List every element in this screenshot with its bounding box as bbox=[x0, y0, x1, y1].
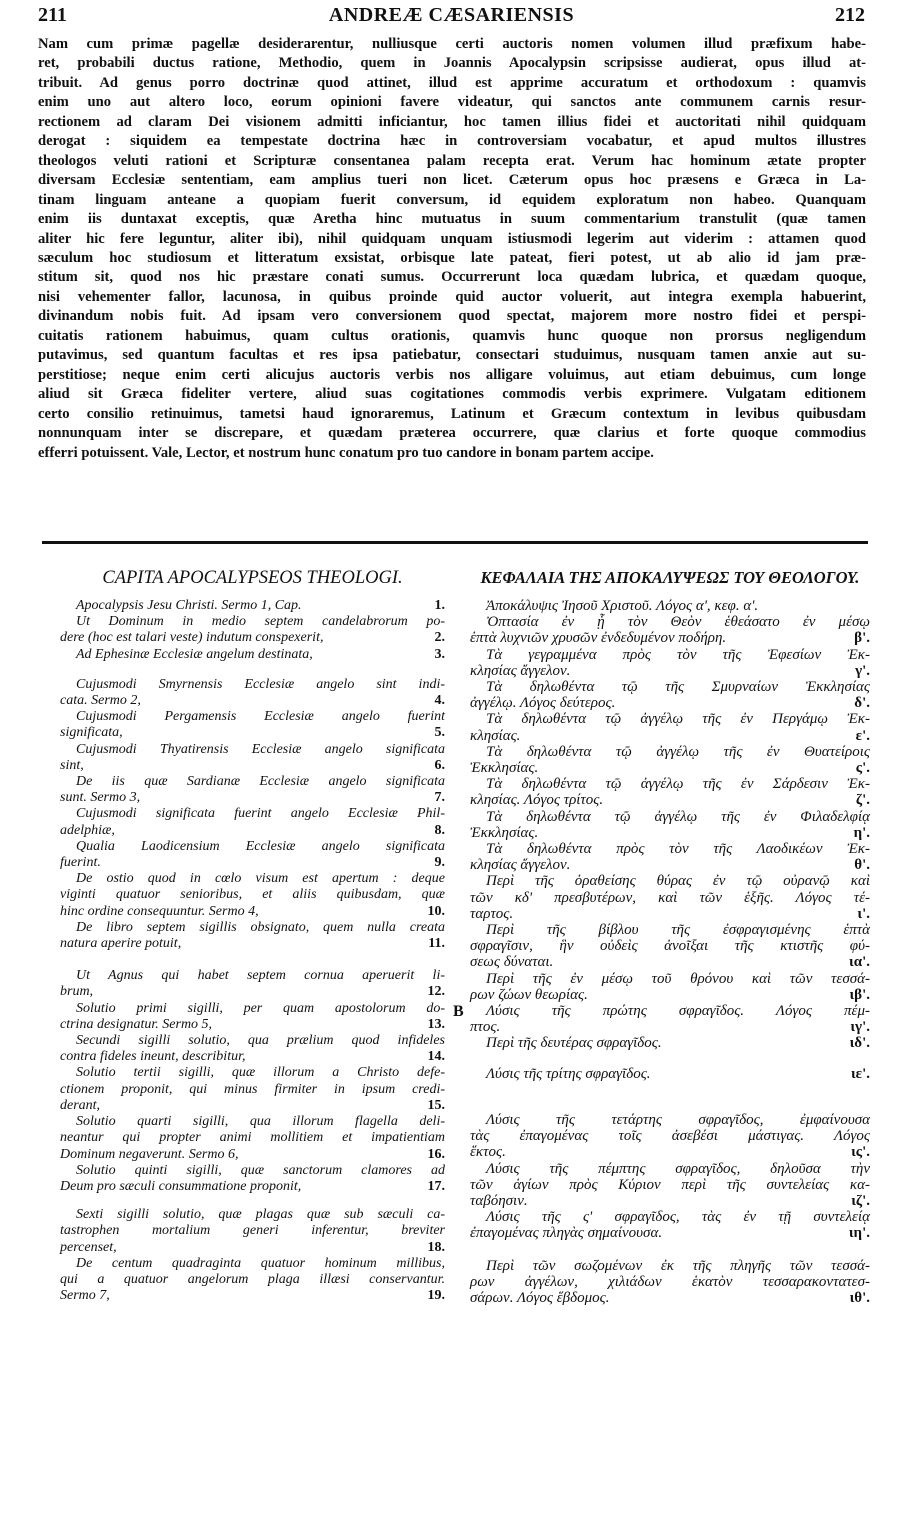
chapter-entry-line: Sexti sigilli solutio, quæ plagas quæ sub sæculi ca- bbox=[76, 1207, 445, 1223]
chapter-entry bbox=[60, 614, 445, 646]
chapter-entry bbox=[470, 711, 870, 743]
chapter-number: 19. bbox=[427, 1288, 445, 1304]
chapter-entry bbox=[470, 776, 870, 808]
chapter-entry-line: significata, 5. bbox=[60, 725, 445, 741]
chapter-number: γ'. bbox=[855, 662, 870, 679]
chapter-number: θ'. bbox=[854, 857, 870, 874]
chapter-entry-line: ἕκτος. ις'. bbox=[470, 1144, 870, 1161]
preface-line: enim iis duntaxat exceptis, quæ Aretha hinc mutuatus in suum commentarium transtulit (quæ tamen bbox=[38, 211, 866, 228]
chapter-entry-line: Τὰ δηλωθέντα πρὸς τὸν τῆς Λαοδικέων Ἐκ- bbox=[486, 841, 870, 858]
chapter-entry-line: Secundi sigilli solutio, qua prælium quod infideles bbox=[76, 1033, 445, 1049]
chapter-entry-line: Cujusmodi Thyatirensis Ecclesiæ angelo significata bbox=[76, 741, 445, 757]
chapter-entry-line: πτος. ιγ'. bbox=[470, 1019, 870, 1036]
chapter-number: ις'. bbox=[851, 1144, 870, 1161]
chapter-entry-line: adelphiæ, 8. bbox=[60, 822, 445, 838]
chapter-number: ε'. bbox=[855, 727, 870, 744]
chapter-entry bbox=[60, 1001, 445, 1033]
chapter-entry-line: sint, 6. bbox=[60, 757, 445, 773]
greek-entries bbox=[470, 598, 870, 1306]
preface-line: theologos veluti rationi et Scripturæ consentanea palam recepta erat. Verum hac hominum ætate propter bbox=[38, 152, 866, 169]
chapter-entry-line: natura aperire potuit, 11. bbox=[60, 936, 445, 952]
preface-line: aliud sit Græca fideliter vertere, aliud suas cogitationes commodis verbis exprimere. Vulgatam editionem bbox=[38, 386, 866, 403]
chapter-entry-line: viginti quatuor senioribus, et aliis quibusdam, quæ bbox=[60, 887, 445, 903]
chapter-entry-line: ταβόησιν. ιζ'. bbox=[470, 1192, 870, 1209]
chapter-number: 12. bbox=[427, 984, 445, 1000]
chapter-number: 16. bbox=[427, 1146, 445, 1162]
chapter-entry-line: Deum pro sæculi consummatione proponit, 17. bbox=[60, 1178, 445, 1194]
chapter-entry bbox=[470, 1161, 870, 1210]
chapter-entry bbox=[60, 1114, 445, 1163]
chapter-entry-line: Λύσις τῆς πρώτης σφραγῖδος. Λόγος πέμ- bbox=[486, 1003, 870, 1020]
chapter-entry-line: Περὶ τῆς ἐν μέσῳ τοῦ θρόνου καὶ τῶν τεσσά- bbox=[486, 970, 870, 987]
chapter-number: 7. bbox=[434, 790, 445, 806]
chapter-entry-line: κλησίας. ε'. bbox=[470, 727, 870, 744]
chapter-entry bbox=[470, 1112, 870, 1161]
chapter-entry-line: percenset, 18. bbox=[60, 1239, 445, 1255]
chapter-entry-line: hinc ordine consequuntur. Sermo 4, 10. bbox=[60, 903, 445, 919]
chapter-entry-line: cata. Sermo 2, 4. bbox=[60, 693, 445, 709]
chapter-number: ιβ'. bbox=[849, 986, 870, 1003]
chapter-entry bbox=[60, 1033, 445, 1065]
chapter-number: 10. bbox=[427, 903, 445, 919]
chapter-entry bbox=[470, 598, 870, 614]
chapter-entry-line: Cujusmodi Smyrnensis Ecclesiæ angelo sint indi- bbox=[76, 676, 445, 692]
chapter-entry bbox=[470, 1003, 870, 1035]
chapter-entry-line: De centum quadraginta quatuor hominum millibus, bbox=[76, 1255, 445, 1271]
preface-line: tribuit. Ad genus porro doctrinæ quod attinet, illud est apprime accuratum et orthodoxum : quamvis bbox=[38, 74, 866, 91]
chapter-number: 15. bbox=[427, 1097, 445, 1113]
chapter-entry bbox=[60, 968, 445, 1000]
chapter-number: 8. bbox=[434, 822, 445, 838]
chapter-entry-line: ἑπτὰ λυχνιῶν χρυσῶν ἐνδεδυμένον ποδήρη. β'. bbox=[470, 630, 870, 647]
preface-line: derogat : siquidem ea tempestate doctrina hæc in controversiam vocabatur, et apud multos illustres bbox=[38, 133, 866, 150]
chapter-entry-line: Qualia Laodicensium Ecclesiæ angelo significata bbox=[76, 838, 445, 854]
chapter-number: δ'. bbox=[854, 695, 870, 712]
chapter-number: 14. bbox=[427, 1049, 445, 1065]
chapter-entry-line: Ut Dominum in medio septem candelabrorum po- bbox=[76, 614, 445, 630]
chapter-number: ιζ'. bbox=[851, 1192, 870, 1209]
chapter-number: 11. bbox=[428, 936, 445, 952]
page-number-left: 211 bbox=[38, 4, 67, 26]
chapter-entry bbox=[470, 1035, 870, 1051]
chapter-entry-line: Ut Agnus qui habet septem cornua aperuerit li- bbox=[76, 968, 445, 984]
chapter-entry-line: ρων ζώων θεωρίας. ιβ'. bbox=[470, 986, 870, 1003]
chapter-number: 3. bbox=[434, 646, 445, 662]
chapter-entry-line: derant, 15. bbox=[60, 1097, 445, 1113]
section-divider bbox=[42, 541, 868, 544]
chapter-entry-line: τὰς ἐπαγομένας τοῖς ἀσεβέσι μάστιγας. Λόγος bbox=[470, 1128, 870, 1145]
chapter-entry-line: ἀγγέλῳ. Λόγος δεύτερος. δ'. bbox=[470, 695, 870, 712]
chapter-number: β'. bbox=[854, 630, 870, 647]
preface-line: aliter hic fere leguntur, aliter ibi), nihil quidquam unquam istiusmodi legerim aut viderim : attamen quod bbox=[38, 230, 866, 247]
chapter-entry bbox=[60, 1065, 445, 1114]
chapter-entry-line: Ἀποκάλυψις Ἰησοῦ Χριστοῦ. Λόγος α', κεφ. α'. bbox=[486, 598, 759, 614]
chapter-entry-line: neantur qui propter animi mollitiem et impatientiam bbox=[60, 1130, 445, 1146]
chapter-entry-line: Solutio primi sigilli, per quam apostolorum do- bbox=[76, 1000, 445, 1016]
preface-line: nisi vehementer fallor, lacunosa, in quibus proinde quid auctor voluerit, aut integra exempla habuerint, bbox=[38, 288, 866, 305]
chapter-entry-line: κλησίας. Λόγος τρίτος. ζ'. bbox=[470, 792, 870, 809]
chapter-number: 18. bbox=[427, 1239, 445, 1255]
chapter-entry bbox=[60, 598, 445, 614]
preface-line: putavimus, sed quantum facultas et res ipsa patiebatur, consectari studuimus, nusquam tamen anxie aut su- bbox=[38, 347, 866, 364]
page-number-right: 212 bbox=[835, 4, 865, 26]
preface-line: certo consilio retinuimus, tametsi haud ignoraremus, Latinum et Græcum contextum in levibus quibusdam bbox=[38, 405, 866, 422]
chapter-number: ιγ'. bbox=[850, 1019, 870, 1036]
chapter-entry-line: De ostio quod in cœlo visum est apertum : deque bbox=[76, 871, 445, 887]
chapter-entry bbox=[470, 873, 870, 922]
chapter-entry bbox=[470, 1209, 870, 1241]
chapter-entry bbox=[60, 920, 445, 952]
chapter-entry-line: σεως δύναται. ια'. bbox=[470, 954, 870, 971]
chapter-entry-line: Dominum negaverunt. Sermo 6, 16. bbox=[60, 1146, 445, 1162]
chapter-entry-line: σφραγῖσιν, ἣν οὐδεὶς ἀνοῖξαι τῆς κτιστῆς φύ- bbox=[470, 938, 870, 955]
preface-line: rectionem ad claram Dei visionem admitti inficiantur, hoc tamen illius fidei et auctoritati nihil quidquam bbox=[38, 113, 866, 130]
marginal-letter: B bbox=[453, 1003, 464, 1020]
preface-text bbox=[38, 35, 866, 463]
chapter-entry-line: contra fideles ineunt, describitur, 14. bbox=[60, 1049, 445, 1065]
running-title: ANDREÆ CÆSARIENSIS bbox=[328, 4, 575, 26]
chapter-entry-line: brum, 12. bbox=[60, 984, 445, 1000]
chapter-number: 9. bbox=[434, 855, 445, 871]
chapter-entry-line: ρων ἀγγέλων, χιλιάδων ἑκατὸν τεσσαρακοντατεσ- bbox=[470, 1273, 870, 1290]
chapter-entry bbox=[60, 1256, 445, 1305]
chapter-number: ζ'. bbox=[855, 792, 870, 809]
chapter-number: ια'. bbox=[849, 954, 870, 971]
preface-line: divinandum nobis fuit. Ad ipsam vero conversionem quod spectat, majorem more nostro fidei et perspi- bbox=[38, 308, 866, 325]
chapter-number: 4. bbox=[434, 693, 445, 709]
chapter-entry bbox=[470, 841, 870, 873]
chapter-entry bbox=[60, 742, 445, 774]
chapter-entry-line: Solutio quarti sigilli, qua illorum flagella deli- bbox=[76, 1114, 445, 1130]
preface-line: tinam linguam anteane a quopiam fuerit conversum, id equidem exploratum non habeo. Quanquam bbox=[38, 191, 866, 208]
chapter-entry-line: τῶν κδ' πρεσβυτέρων, καὶ τῶν ἑξῆς. Λόγος τέ- bbox=[470, 889, 870, 906]
preface-line: efferri potuissent. Vale, Lector, et nostrum hunc conatum pro tuo candore in bonam partem accipe. bbox=[38, 444, 654, 461]
chapter-entry bbox=[470, 647, 870, 679]
chapter-entry-line: τῶν ἁγίων πρὸς Κύριον περὶ τῆς συντελείας κα- bbox=[470, 1176, 870, 1193]
chapter-entry bbox=[470, 1066, 870, 1082]
chapter-number: η'. bbox=[853, 824, 870, 841]
chapter-number: ι'. bbox=[857, 905, 870, 922]
chapter-entry bbox=[470, 809, 870, 841]
chapter-entry-line: qui a quatuor angelorum plaga illæsi conservantur. bbox=[60, 1271, 445, 1287]
chapter-entry-line: Λύσις τῆς τετάρτης σφραγῖδος, ἐμφαίνουσα bbox=[486, 1111, 870, 1128]
chapter-entry-line: Cujusmodi significata fuerint angelo Ecclesiæ Phil- bbox=[76, 806, 445, 822]
chapter-entry-line: sunt. Sermo 3, 7. bbox=[60, 790, 445, 806]
chapter-entry-line: Solutio tertii sigilli, quæ illorum a Christo defe- bbox=[76, 1065, 445, 1081]
chapter-number: ιε'. bbox=[851, 1065, 870, 1082]
chapter-entry bbox=[60, 839, 445, 871]
preface-line: Nam cum primæ pagellæ desiderarentur, nulliusque certi auctoris nomen volumen illud præfixum habe- bbox=[38, 36, 866, 52]
chapter-entry-line: Solutio quinti sigilli, quæ sanctorum clamores ad bbox=[76, 1162, 445, 1178]
preface-line: perstitiose; neque enim certi alicujus auctoris verbis nos alligare voluimus, aut etiam debuimus, cum longe bbox=[38, 366, 866, 383]
chapter-entry-line: dere (hoc est talari veste) indutum conspexerit, 2. bbox=[60, 630, 445, 646]
chapter-entry bbox=[470, 679, 870, 711]
preface-line: diversam Ecclesiæ sententiam, eam amplius tueri non licet. Cæterum opus hoc præsens e Græca in La- bbox=[38, 172, 866, 189]
chapter-number: ς'. bbox=[855, 760, 870, 777]
chapter-entry-line: Τὰ γεγραμμένα πρὸς τὸν τῆς Ἐφεσίων Ἐκ- bbox=[486, 646, 870, 663]
chapter-entry-line: ἐπαγομένας πληγὰς σημαίνουσα. ιη'. bbox=[470, 1225, 870, 1242]
chapter-number: 5. bbox=[434, 725, 445, 741]
chapter-entry-line: Τὰ δηλωθέντα τῷ ἀγγέλῳ τῆς ἐν Θυατείροις bbox=[486, 743, 870, 760]
chapter-number: 2. bbox=[434, 630, 445, 646]
chapter-entry bbox=[470, 1258, 870, 1307]
chapter-entry-line: Ἐκκλησίας. ς'. bbox=[470, 760, 870, 777]
chapter-entry-line: Τὰ δηλωθέντα τῷ ἀγγέλῳ τῆς ἐν Περγάμῳ Ἐκ- bbox=[486, 711, 870, 728]
chapter-number: 6. bbox=[434, 757, 445, 773]
latin-entries bbox=[60, 598, 445, 1304]
chapter-entry bbox=[60, 1163, 445, 1195]
chapter-entry-line: Περὶ τῶν σωζομένων ἐκ τῆς πληγῆς τῶν τεσσά- bbox=[486, 1257, 870, 1274]
chapter-number: 13. bbox=[427, 1016, 445, 1032]
chapter-entry-line: ctrina designatur. Sermo 5, 13. bbox=[60, 1016, 445, 1032]
greek-column-title: ΚΕΦΑΛΑΙΑ ΤΗΣ ΑΠΟΚΑΛΥΨΕΩΣ ΤΟΥ ΘΕΟΛΟΓΟΥ. bbox=[480, 568, 860, 587]
chapter-number: 1. bbox=[434, 598, 445, 613]
chapter-entry-line: Λύσις τῆς ς' σφραγῖδος, τὰς ἐν τῇ συντελείᾳ bbox=[486, 1209, 870, 1226]
latin-chapter-list bbox=[60, 568, 445, 1304]
chapter-entry-line: De iis quæ Sardianæ Ecclesiæ angelo significata bbox=[76, 774, 445, 790]
preface-line: enim uno aut altero loco, eorum opinioni favere videatur, qui sanctos ante communem carnis resur- bbox=[38, 94, 866, 111]
chapter-entry-line: Τὰ δηλωθέντα τῷ ἀγγέλῳ τῆς ἐν Φιλαδελφίᾳ bbox=[486, 808, 870, 825]
chapter-entry-line: Ad Ephesinæ Ecclesiæ angelum destinata, 3. bbox=[76, 646, 445, 662]
chapter-entry bbox=[470, 922, 870, 971]
chapter-entry-line: Ἐκκλησίας. η'. bbox=[470, 824, 870, 841]
chapter-entry bbox=[470, 744, 870, 776]
chapter-entry bbox=[470, 971, 870, 1003]
chapter-entry bbox=[60, 871, 445, 920]
chapter-entry-line: ctionem proponit, qui minus firmiter in ipsum credi- bbox=[60, 1081, 445, 1097]
chapter-entry-line: κλησίας ἄγγελον. γ'. bbox=[470, 662, 870, 679]
chapter-entry-line: Περὶ τῆς βίβλου τῆς ἐσφραγισμένης ἑπτὰ bbox=[486, 922, 870, 939]
chapter-entry-line: Περὶ τῆς ὁραθείσης θύρας ἐν τῷ οὐρανῷ καὶ bbox=[486, 873, 870, 890]
chapter-entry bbox=[60, 1207, 445, 1256]
chapter-entry-line: Λύσις τῆς πέμπτης σφραγῖδος, δηλοῦσα τὴν bbox=[486, 1160, 870, 1177]
chapter-entry-line: Cujusmodi Pergamensis Ecclesiæ angelo fuerint bbox=[76, 709, 445, 725]
chapter-entry bbox=[60, 647, 445, 663]
latin-column-title: CAPITA APOCALYPSEOS THEOLOGI. bbox=[102, 568, 403, 588]
chapter-number: ιθ'. bbox=[849, 1289, 870, 1306]
preface-line: stitum sit, quod nos hic præstare conati sumus. Occurrerunt loca quædam lubrica, et quædam quoque, bbox=[38, 269, 866, 286]
chapter-entry-line: Apocalypsis Jesu Christi. Sermo 1, Cap. 1. bbox=[76, 598, 445, 613]
preface-line: cuitatis rationem habuimus, quam cultus orationis, quamvis hunc quoque non prorsus negligendum bbox=[38, 327, 866, 344]
greek-chapter-list bbox=[470, 568, 870, 1306]
page-header bbox=[38, 4, 865, 28]
chapter-entry-line: Περὶ τῆς δευτέρας σφραγῖδος. ιδ'. bbox=[486, 1035, 870, 1052]
chapter-entry bbox=[470, 614, 870, 646]
chapter-entry-line: ταρτος. ι'. bbox=[470, 905, 870, 922]
chapter-number: 17. bbox=[427, 1178, 445, 1194]
chapter-entry bbox=[60, 806, 445, 838]
chapter-entry-line: Τὰ δηλωθέντα τῷ τῆς Σμυρναίων Ἐκκλησίας bbox=[486, 679, 870, 696]
chapter-entry-line: De libro septem sigillis obsignato, quem nulla creata bbox=[76, 919, 445, 935]
chapter-entry bbox=[60, 709, 445, 741]
chapter-entry-line: κλησίας ἄγγελον. θ'. bbox=[470, 857, 870, 874]
chapter-number: ιδ'. bbox=[849, 1035, 870, 1052]
chapter-entry-line: Λύσις τῆς τρίτης σφραγῖδος. ιε'. bbox=[486, 1065, 870, 1082]
chapter-entry-line: fuerint. 9. bbox=[60, 855, 445, 871]
chapter-entry-line: Τὰ δηλωθέντα τῷ ἀγγέλῳ τῆς ἐν Σάρδεσιν Ἐκ- bbox=[486, 776, 870, 793]
chapter-number: ιη'. bbox=[848, 1225, 870, 1242]
chapter-entry-line: tastrophen mortalium generi inferentur, breviter bbox=[60, 1223, 445, 1239]
chapter-entry-line: Sermo 7, 19. bbox=[60, 1288, 445, 1304]
chapter-entry bbox=[60, 677, 445, 709]
preface-line: nonnunquam inter se discrepare, et quædam præterea occurrere, quæ clarius et forte quoque commodius bbox=[38, 425, 866, 442]
chapter-entry bbox=[60, 774, 445, 806]
preface-line: ret, probabili ductus ratione, Methodio, quem in Joannis Apocalypsin scripsisse audierat, opus illud at- bbox=[38, 55, 866, 72]
chapter-entry-line: Ὀπτασία ἐν ᾗ τὸν Θεὸν ἑθεάσατο ἐν μέσῳ bbox=[486, 614, 870, 631]
chapter-entry-line: σάρων. Λόγος ἕβδομος. ιθ'. bbox=[470, 1289, 870, 1306]
preface-line: sæculum hoc studiosum et litteratum exsistat, orbisque late pateat, fieri potest, ut ab alio id jam præ- bbox=[38, 249, 866, 266]
